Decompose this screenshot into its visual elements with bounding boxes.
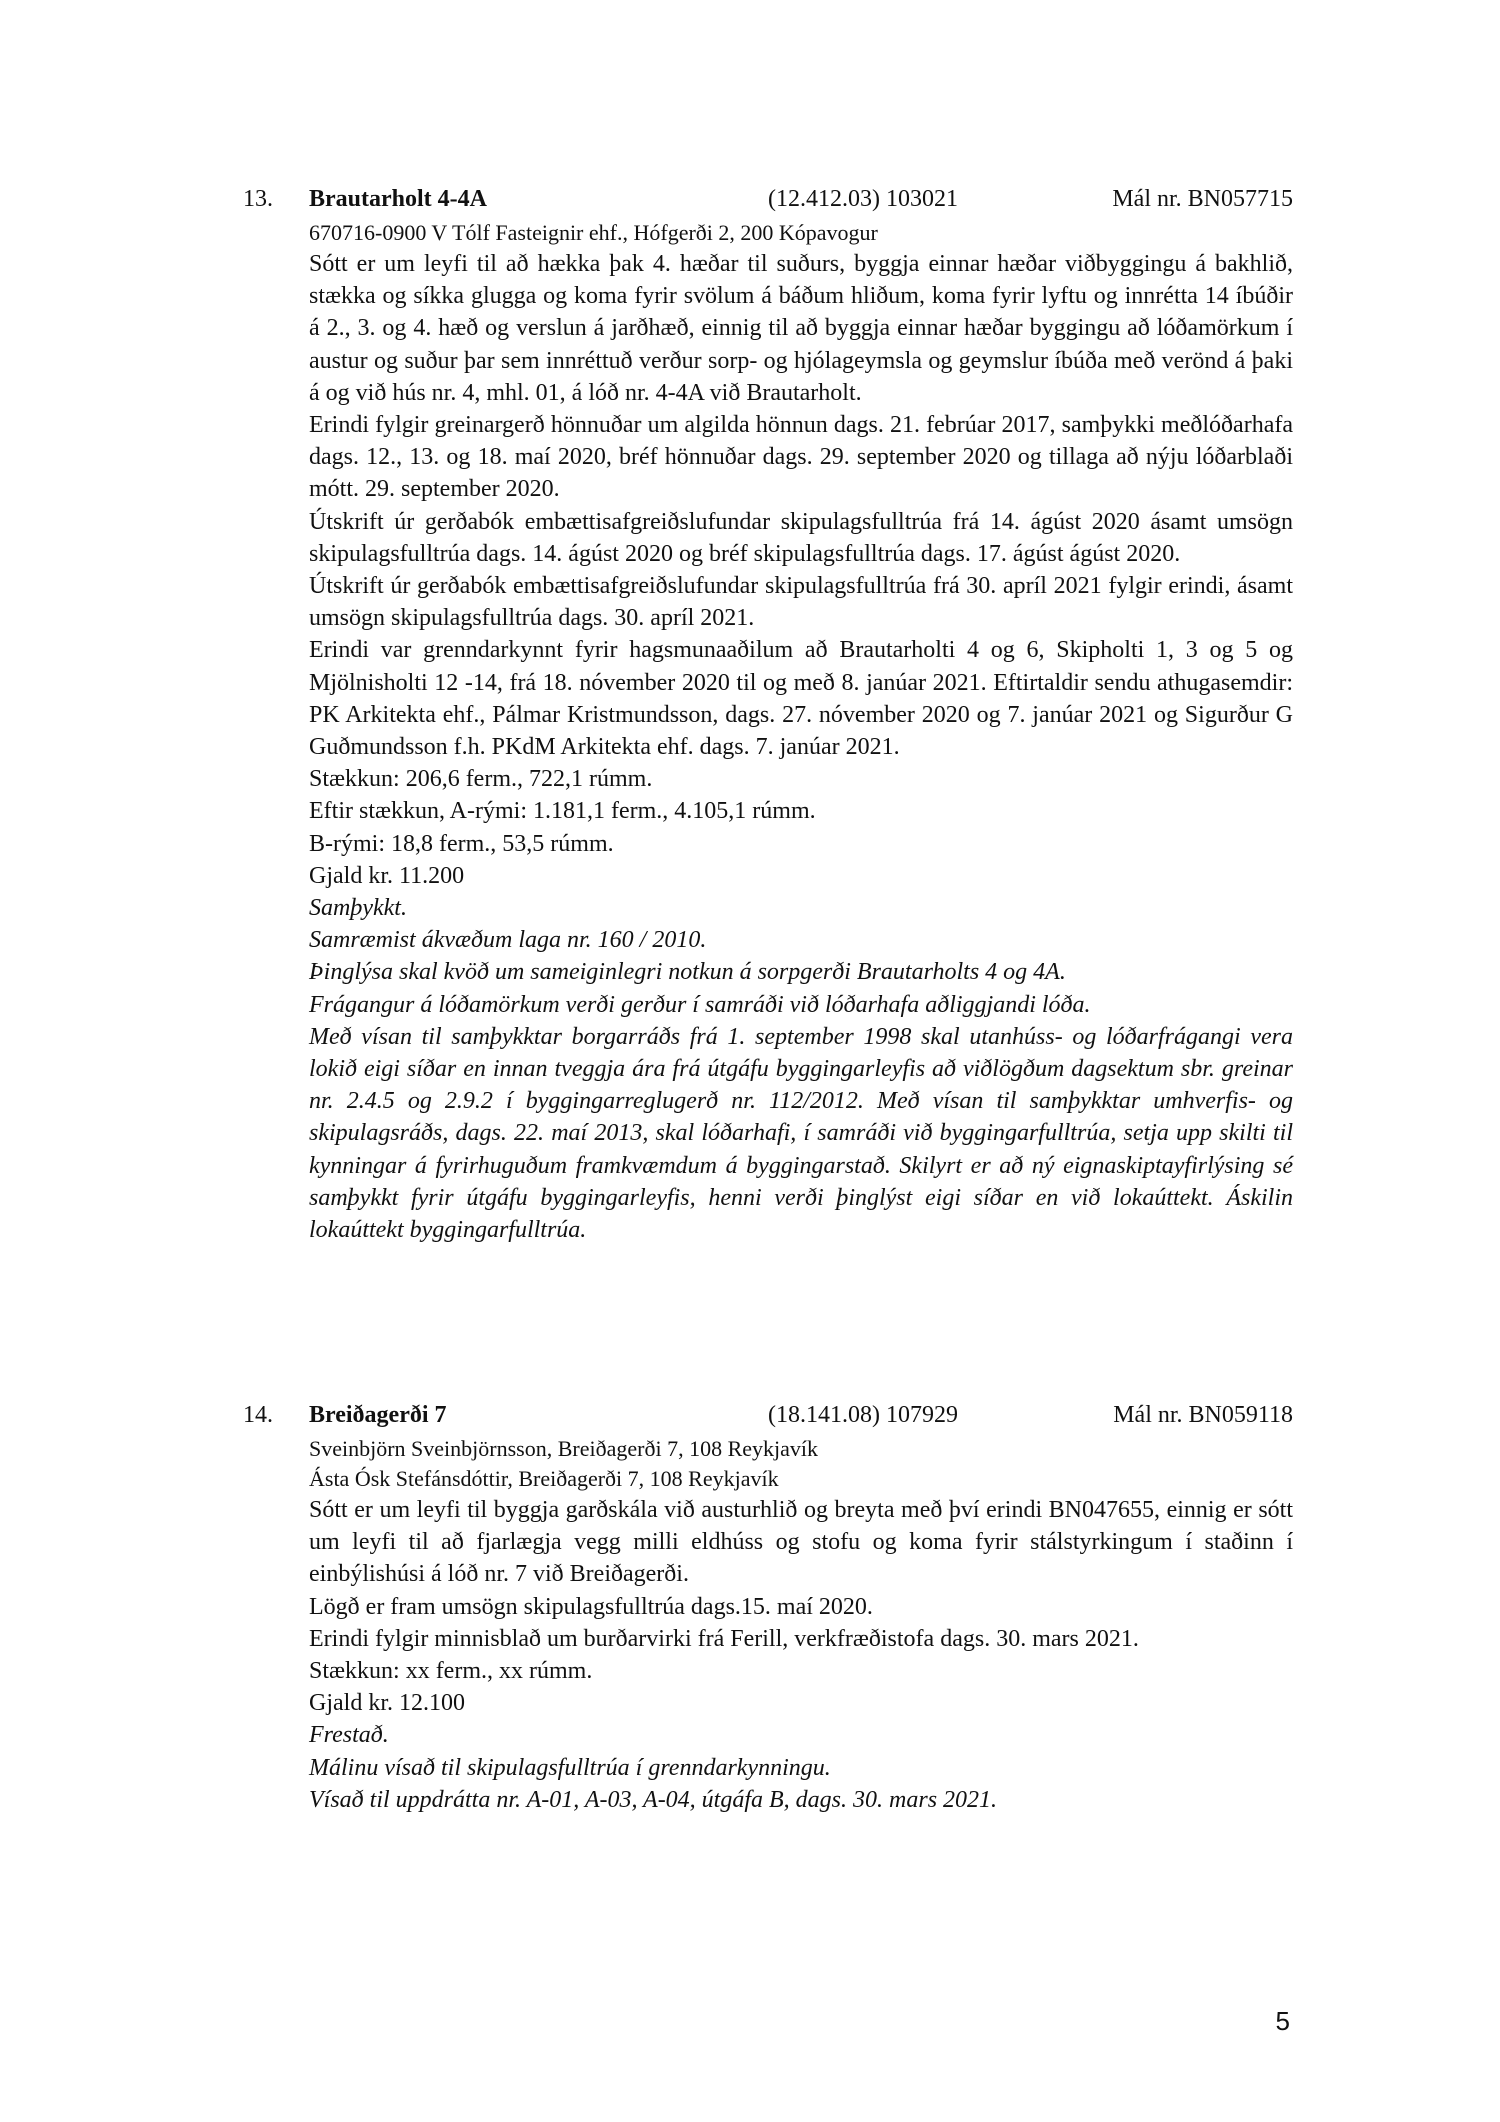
entry-header bbox=[243, 1396, 1293, 1434]
entry-paragraph: B-rými: 18,8 ferm., 53,5 rúmm. bbox=[309, 830, 614, 857]
entry-decision: Frestað. bbox=[309, 1722, 389, 1749]
entry-paragraph: Sótt er um leyfi til byggja garðskála við austurhlið og breyta með því erindi BN047655, einnig er sótt um leyfi til að fjarlægja vegg milli eldhúss og stofu og koma fyrir stálstyrkingum í staðinn í einbýlishúsi á lóð nr. 7 við Breiðagerði. bbox=[309, 1497, 1293, 1588]
entry-address: Brautarholt 4-4A bbox=[309, 186, 487, 212]
entry-paragraph: Stækkun: 206,6 ferm., 722,1 rúmm. bbox=[309, 766, 653, 793]
page-number: 5 bbox=[1275, 2006, 1290, 2036]
entry-paragraph: Erindi fylgir minnisblað um burðarvirki frá Ferill, verkfræðistofa dags. 30. mars 2021. bbox=[309, 1625, 1139, 1652]
entry-owner: Ásta Ósk Stefánsdóttir, Breiðagerði 7, 108 Reykjavík bbox=[309, 1466, 779, 1491]
entry-header bbox=[243, 180, 1293, 218]
entry-paragraph: Erindi fylgir greinargerð hönnuðar um algilda hönnun dags. 21. febrúar 2017, samþykki meðlóðarhafa dags. 12., 13. og 18. maí 2020, bréf hönnuðar dags. 29. september 2020 og tillaga að nýju lóðarblaði mótt. 29. september 2020. bbox=[309, 412, 1293, 503]
entry-reference: (12.412.03) 103021 bbox=[768, 186, 958, 212]
agenda-entry bbox=[243, 1396, 1293, 1816]
agenda-entry bbox=[243, 180, 1293, 1246]
entry-decision: Samræmist ákvæðum laga nr. 160 / 2010. bbox=[309, 927, 707, 954]
entry-paragraph: Útskrift úr gerðabók embættisafgreiðslufundar skipulagsfulltrúa frá 14. ágúst 2020 ásamt umsögn skipulagsfulltrúa dags. 14. ágúst 2020 og bréf skipulagsfulltrúa dags. 17. ágúst ágúst 2020. bbox=[309, 508, 1293, 567]
entry-owner: Sveinbjörn Sveinbjörnsson, Breiðagerði 7, 108 Reykjavík bbox=[309, 1436, 818, 1461]
entry-decision: Vísað til uppdrátta nr. A-01, A-03, A-04, útgáfa B, dags. 30. mars 2021. bbox=[309, 1786, 998, 1813]
entry-number: 13. bbox=[243, 186, 273, 212]
entry-case-number: Mál nr. BN057715 bbox=[1112, 186, 1293, 212]
entry-decision: Þinglýsa skal kvöð um sameiginlegri notkun á sorpgerði Brautarholts 4 og 4A. bbox=[309, 959, 1066, 986]
entry-paragraph: Gjald kr. 11.200 bbox=[309, 862, 465, 889]
entry-paragraph: Lögð er fram umsögn skipulagsfulltrúa dags.15. maí 2020. bbox=[309, 1593, 873, 1620]
entry-address: Breiðagerði 7 bbox=[309, 1402, 447, 1428]
entry-decision: Frágangur á lóðamörkum verði gerður í samráði við lóðarhafa aðliggjandi lóða. bbox=[309, 991, 1091, 1018]
entry-paragraph: Eftir stækkun, A-rými: 1.181,1 ferm., 4.105,1 rúmm. bbox=[309, 798, 816, 825]
entry-case-number: Mál nr. BN059118 bbox=[1113, 1402, 1293, 1428]
entry-decision: Samþykkt. bbox=[309, 895, 407, 922]
entry-number: 14. bbox=[243, 1402, 273, 1428]
entry-owner: 670716-0900 V Tólf Fasteignir ehf., Hófgerði 2, 200 Kópavogur bbox=[309, 220, 878, 245]
entry-paragraph: Erindi var grenndarkynnt fyrir hagsmunaaðilum að Brautarholti 4 og 6, Skipholti 1, 3 og 5 og Mjölnisholti 12 -14, frá 18. nóvember 2020 til og með 8. janúar 2021. Eftirtaldir sendu athugasemdir: PK Arkitekta ehf., Pálmar Kristmundsson, dags. 27. nóvember 2020 og 7. janúar 2021 og Sigurður G Guðmundsson f.h. PKdM Arkitekta ehf. dags. 7. janúar 2021. bbox=[309, 637, 1293, 761]
entry-decision: Málinu vísað til skipulagsfulltrúa í grenndarkynningu. bbox=[309, 1754, 831, 1781]
entry-paragraph: Stækkun: xx ferm., xx rúmm. bbox=[309, 1658, 593, 1685]
entry-reference: (18.141.08) 107929 bbox=[768, 1402, 958, 1428]
entry-paragraph: Útskrift úr gerðabók embættisafgreiðslufundar skipulagsfulltrúa frá 30. apríl 2021 fylgir erindi, ásamt umsögn skipulagsfulltrúa dags. 30. apríl 2021. bbox=[309, 573, 1293, 632]
entry-decision: Með vísan til samþykktar borgarráðs frá 1. september 1998 skal utanhúss- og lóðarfrágangi vera lokið eigi síðar en innan tveggja ára frá útgáfu byggingarleyfis að viðlögðum dagsektum sbr. greinar nr. 2.4.5 og 2.9.2 í byggingarreglugerð nr. 112/2012. Með vísan til samþykktar umhverfis- og skipulagsráðs, dags. 22. maí 2013, skal lóðarhafi, í samráði við byggingarfulltrúa, setja upp skilti til kynningar á fyrirhuguðum framkvæmdum á byggingarstað. Skilyrt er að ný eignaskiptayfirlýsing sé samþykkt fyrir útgáfu byggingarleyfis, henni verði þinglýst eigi síðar en við lokaúttekt. Áskilin lokaúttekt byggingarfulltrúa. bbox=[309, 1023, 1293, 1244]
entry-paragraph: Sótt er um leyfi til að hækka þak 4. hæðar til suðurs, byggja einnar hæðar viðbyggingu á bakhlið, stækka og síkka glugga og koma fyrir svölum á báðum hliðum, koma fyrir lyftu og innrétta 14 íbúðir á 2., 3. og 4. hæð og verslun á jarðhæð, einnig til að byggja einnar hæðar byggingu að lóðamörkum í austur og suður þar sem innréttuð verður sorp- og hjólageymsla og geymslur íbúða með verönd á þaki á og við hús nr. 4, mhl. 01, á lóð nr. 4-4A við Brautarholt. bbox=[309, 251, 1293, 406]
entry-paragraph: Gjald kr. 12.100 bbox=[309, 1690, 465, 1717]
